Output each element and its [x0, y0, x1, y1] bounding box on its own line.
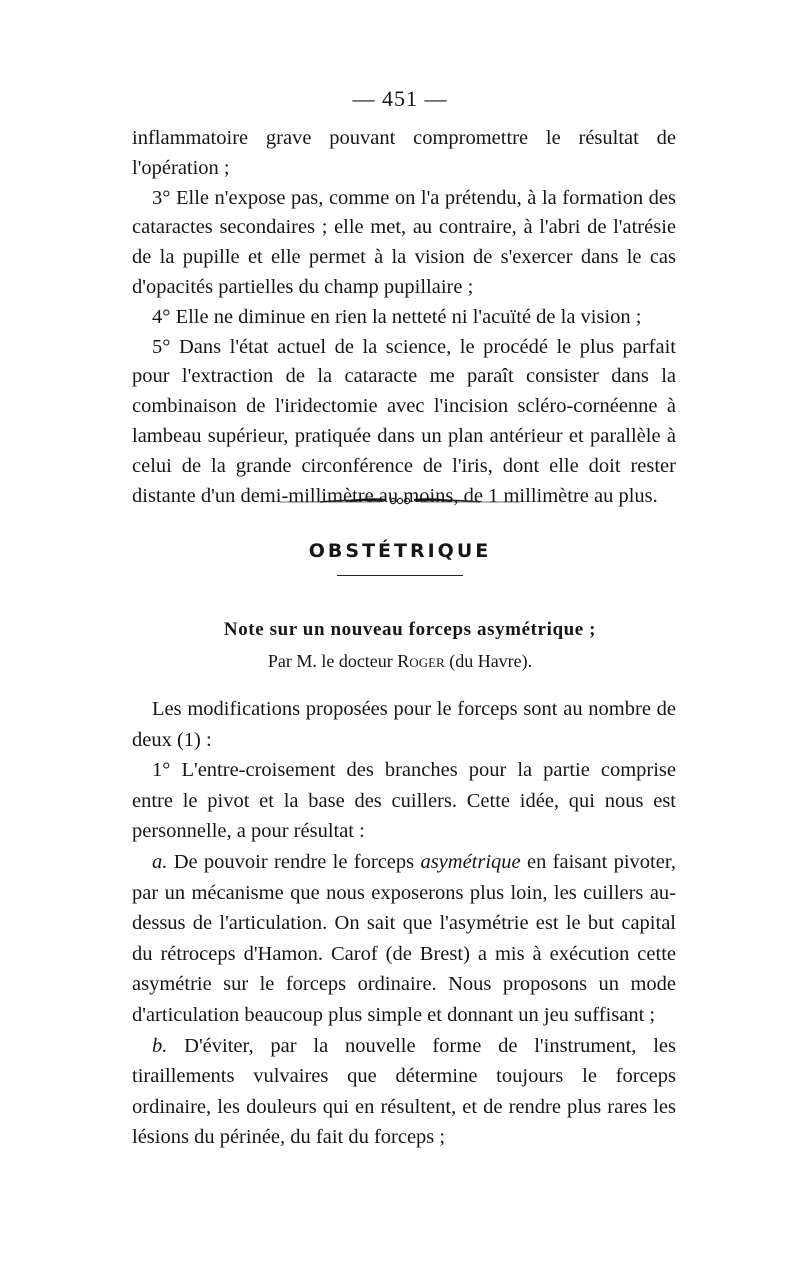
emphasized-term: asymétrique: [420, 850, 521, 873]
byline-prefix: Par M. le docteur: [267, 651, 398, 671]
paragraph: inflammatoire grave pouvant compromettre le résultat de l'opération ;: [132, 127, 676, 179]
paragraph-text: D'éviter, par la nouvelle forme de l'instrument, les tiraillements vulvaires que détermine toujours le forceps ordinaire, les douleurs qui en résultent, et de rendre plus rares les lésions du périnée, du fait du forceps ;: [132, 1034, 676, 1149]
author-byline: [0, 651, 800, 672]
title-underline-divider: [337, 575, 463, 576]
article-body: [132, 694, 676, 1153]
author-name: Roger: [397, 651, 445, 671]
paragraph: 4° Elle ne diminue en rien la netteté ni l'acuïté de la vision ;: [152, 305, 642, 328]
section-title: OBSTÉTRIQUE: [308, 540, 492, 562]
page-number: — 451 —: [352, 86, 448, 111]
paragraph: [132, 1031, 676, 1153]
item-label: a.: [152, 850, 168, 873]
paragraph-text: De pouvoir rendre le forceps: [167, 850, 421, 873]
continued-text-block: [132, 124, 676, 511]
paragraph: 3° Elle n'expose pas, comme on l'a prétendu, à la formation des cataractes secondaires ; elle met, au contraire, à l'abri de l'atrésie de la pupille et elle permet à la vision de s'exercer dans le cas d'opacités partielles du champ pupillaire ;: [132, 186, 676, 298]
item-label: b.: [152, 1034, 168, 1057]
byline-suffix: (du Havre).: [444, 651, 533, 671]
decorative-rule-ornament-icon: [280, 493, 520, 509]
paragraph: [132, 847, 676, 1031]
note-title: Note sur un nouveau forceps asymétrique ;: [223, 619, 597, 640]
paragraph: Les modifications proposées pour le forceps sont au nombre de deux (1) :: [132, 698, 676, 751]
paragraph: 1° L'entre-croisement des branches pour la partie comprise entre le pivot et la base des cuillers. Cette idée, qui nous est personnelle, a pour résultat :: [132, 759, 676, 843]
paragraph: 5° Dans l'état actuel de la science, le procédé le plus parfait pour l'extraction de la cataracte me paraît consister dans la combinaison de l'iridectomie avec l'incision scléro-cornéenne à lambeau supérieur, pratiquée dans un plan antérieur et parallèle à celui de la grande circonférence de l'iris, dont elle doit rester distante d'un demi-millimètre au moins, de 1 millimètre au plus.: [132, 335, 676, 507]
paragraph-text: en faisant pivoter, par un mécanisme que nous exposerons plus loin, les cuillers au-dessus de l'articulation. On sait que l'asymétrie est le but capital du rétroceps d'Hamon. Carof (de Brest) a mis à exécution cette asymétrie sur le forceps ordinaire. Nous proposons un mode d'articulation beaucoup plus simple et donnant un jeu suffisant ;: [132, 850, 676, 1026]
